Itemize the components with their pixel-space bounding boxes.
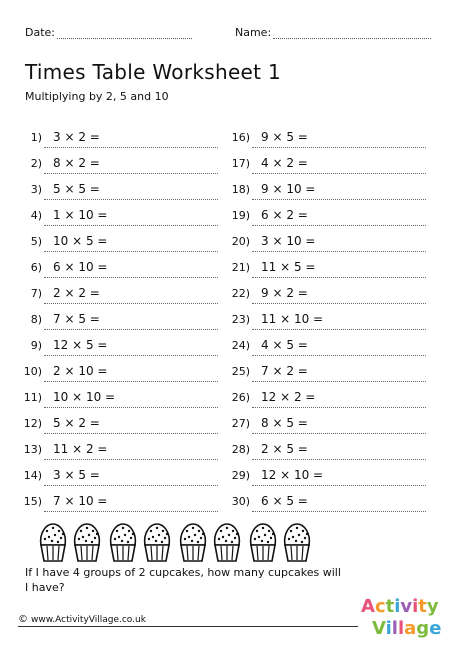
- question-row: [226, 183, 426, 209]
- question-row: [18, 391, 218, 417]
- question-row: [226, 261, 426, 287]
- question-number: 8): [30, 313, 42, 326]
- answer-line[interactable]: [252, 433, 426, 434]
- answer-line[interactable]: [44, 511, 218, 512]
- question-row: [18, 157, 218, 183]
- question-number: 14): [23, 469, 42, 482]
- questions-right-column: [226, 131, 426, 521]
- logo-line-activity: Activity: [361, 596, 439, 617]
- question-number: 17): [231, 157, 250, 170]
- question-number: 24): [231, 339, 250, 352]
- question-number: 13): [23, 443, 42, 456]
- website-url: www.ActivityVillage.co.uk: [31, 614, 146, 625]
- question-row: [18, 313, 218, 339]
- question-number: 4): [30, 209, 42, 222]
- question-expression: 12 × 2 =: [261, 390, 316, 404]
- answer-line[interactable]: [44, 355, 218, 356]
- question-row: [226, 495, 426, 521]
- logo-line-village: Village: [372, 618, 442, 639]
- answer-line[interactable]: [44, 147, 218, 148]
- question-expression: 6 × 5 =: [261, 494, 308, 508]
- question-number: 10): [23, 365, 42, 378]
- question-number: 11): [23, 391, 42, 404]
- question-number: 15): [23, 495, 42, 508]
- question-number: 5): [30, 235, 42, 248]
- answer-line[interactable]: [44, 459, 218, 460]
- activity-village-logo: [358, 592, 448, 640]
- footer-divider: [18, 626, 358, 627]
- question-expression: 9 × 2 =: [261, 286, 308, 300]
- question-number: 28): [231, 443, 250, 456]
- question-row: [226, 365, 426, 391]
- question-expression: 2 × 10 =: [53, 364, 108, 378]
- cupcake-icon: [178, 519, 208, 563]
- question-number: 29): [231, 469, 250, 482]
- answer-line[interactable]: [252, 485, 426, 486]
- question-number: 6): [30, 261, 42, 274]
- question-expression: 7 × 2 =: [261, 364, 308, 378]
- question-row: [226, 443, 426, 469]
- answer-line[interactable]: [44, 173, 218, 174]
- word-problem: If I have 4 groups of 2 cupcakes, how many cupcakes will I have?: [25, 566, 341, 594]
- question-number: 22): [231, 287, 250, 300]
- cupcake-icon: [142, 519, 172, 563]
- question-row: [18, 261, 218, 287]
- answer-line[interactable]: [252, 199, 426, 200]
- question-row: [18, 495, 218, 521]
- name-label: Name:: [235, 26, 272, 39]
- answer-line[interactable]: [252, 511, 426, 512]
- question-expression: 3 × 2 =: [53, 130, 100, 144]
- answer-line[interactable]: [44, 485, 218, 486]
- question-expression: 8 × 5 =: [261, 416, 308, 430]
- question-number: 2): [30, 157, 42, 170]
- answer-line[interactable]: [44, 225, 218, 226]
- page-subtitle: Multiplying by 2, 5 and 10: [25, 90, 169, 103]
- question-row: [226, 469, 426, 495]
- question-row: [18, 209, 218, 235]
- question-expression: 5 × 2 =: [53, 416, 100, 430]
- question-row: [226, 391, 426, 417]
- question-row: [18, 287, 218, 313]
- question-row: [226, 417, 426, 443]
- question-expression: 11 × 5 =: [261, 260, 316, 274]
- answer-line[interactable]: [44, 329, 218, 330]
- question-expression: 9 × 5 =: [261, 130, 308, 144]
- name-line[interactable]: [273, 28, 431, 39]
- question-number: 23): [231, 313, 250, 326]
- question-row: [18, 131, 218, 157]
- answer-line[interactable]: [44, 303, 218, 304]
- question-number: 18): [231, 183, 250, 196]
- question-expression: 1 × 10 =: [53, 208, 108, 222]
- website-credit: [18, 614, 146, 625]
- answer-line[interactable]: [44, 381, 218, 382]
- question-expression: 10 × 10 =: [53, 390, 116, 404]
- question-expression: 3 × 10 =: [261, 234, 316, 248]
- question-expression: 8 × 2 =: [53, 156, 100, 170]
- question-row: [18, 235, 218, 261]
- question-expression: 2 × 5 =: [261, 442, 308, 456]
- answer-line[interactable]: [252, 407, 426, 408]
- question-row: [226, 313, 426, 339]
- answer-line[interactable]: [252, 459, 426, 460]
- question-number: 3): [30, 183, 42, 196]
- name-field[interactable]: [235, 26, 431, 39]
- answer-line[interactable]: [252, 329, 426, 330]
- answer-line[interactable]: [252, 381, 426, 382]
- question-expression: 7 × 10 =: [53, 494, 108, 508]
- question-expression: 11 × 2 =: [53, 442, 108, 456]
- cupcake-illustration: [38, 519, 338, 565]
- question-row: [18, 469, 218, 495]
- date-line[interactable]: [57, 28, 192, 39]
- question-row: [226, 157, 426, 183]
- answer-line[interactable]: [44, 251, 218, 252]
- question-row: [226, 339, 426, 365]
- question-expression: 6 × 2 =: [261, 208, 308, 222]
- question-number: 9): [30, 339, 42, 352]
- answer-line[interactable]: [44, 277, 218, 278]
- question-row: [18, 417, 218, 443]
- question-expression: 12 × 5 =: [53, 338, 108, 352]
- answer-line[interactable]: [44, 433, 218, 434]
- question-expression: 4 × 2 =: [261, 156, 308, 170]
- question-number: 20): [231, 235, 250, 248]
- question-expression: 3 × 5 =: [53, 468, 100, 482]
- question-row: [18, 365, 218, 391]
- cupcake-icon: [38, 519, 68, 563]
- question-expression: 9 × 10 =: [261, 182, 316, 196]
- question-expression: 10 × 5 =: [53, 234, 108, 248]
- question-row: [18, 443, 218, 469]
- question-number: 27): [231, 417, 250, 430]
- question-expression: 11 × 10 =: [261, 312, 324, 326]
- date-field[interactable]: [25, 26, 192, 39]
- answer-line[interactable]: [252, 251, 426, 252]
- question-number: 7): [30, 287, 42, 300]
- question-number: 1): [30, 131, 42, 144]
- answer-line[interactable]: [252, 303, 426, 304]
- question-number: 30): [231, 495, 250, 508]
- question-number: 25): [231, 365, 250, 378]
- cupcake-icon: [212, 519, 242, 563]
- questions-left-column: [18, 131, 218, 521]
- question-row: [226, 235, 426, 261]
- answer-line[interactable]: [252, 277, 426, 278]
- question-expression: 4 × 5 =: [261, 338, 308, 352]
- question-expression: 6 × 10 =: [53, 260, 108, 274]
- question-row: [226, 209, 426, 235]
- cupcake-icon: [248, 519, 278, 563]
- cupcake-icon: [282, 519, 312, 563]
- answer-line[interactable]: [252, 355, 426, 356]
- question-number: 19): [231, 209, 250, 222]
- question-row: [226, 131, 426, 157]
- cupcake-icon: [72, 519, 102, 563]
- question-row: [18, 183, 218, 209]
- date-label: Date:: [25, 26, 55, 39]
- page-title: Times Table Worksheet 1: [25, 60, 281, 84]
- question-number: 12): [23, 417, 42, 430]
- copyright-symbol: ©: [18, 614, 28, 625]
- question-number: 16): [231, 131, 250, 144]
- answer-line[interactable]: [252, 225, 426, 226]
- question-number: 26): [231, 391, 250, 404]
- answer-line[interactable]: [252, 173, 426, 174]
- answer-line[interactable]: [252, 147, 426, 148]
- question-row: [226, 287, 426, 313]
- answer-line[interactable]: [44, 199, 218, 200]
- question-expression: 2 × 2 =: [53, 286, 100, 300]
- question-expression: 7 × 5 =: [53, 312, 100, 326]
- question-expression: 12 × 10 =: [261, 468, 324, 482]
- answer-line[interactable]: [44, 407, 218, 408]
- cupcake-icon: [108, 519, 138, 563]
- question-expression: 5 × 5 =: [53, 182, 100, 196]
- question-number: 21): [231, 261, 250, 274]
- question-row: [18, 339, 218, 365]
